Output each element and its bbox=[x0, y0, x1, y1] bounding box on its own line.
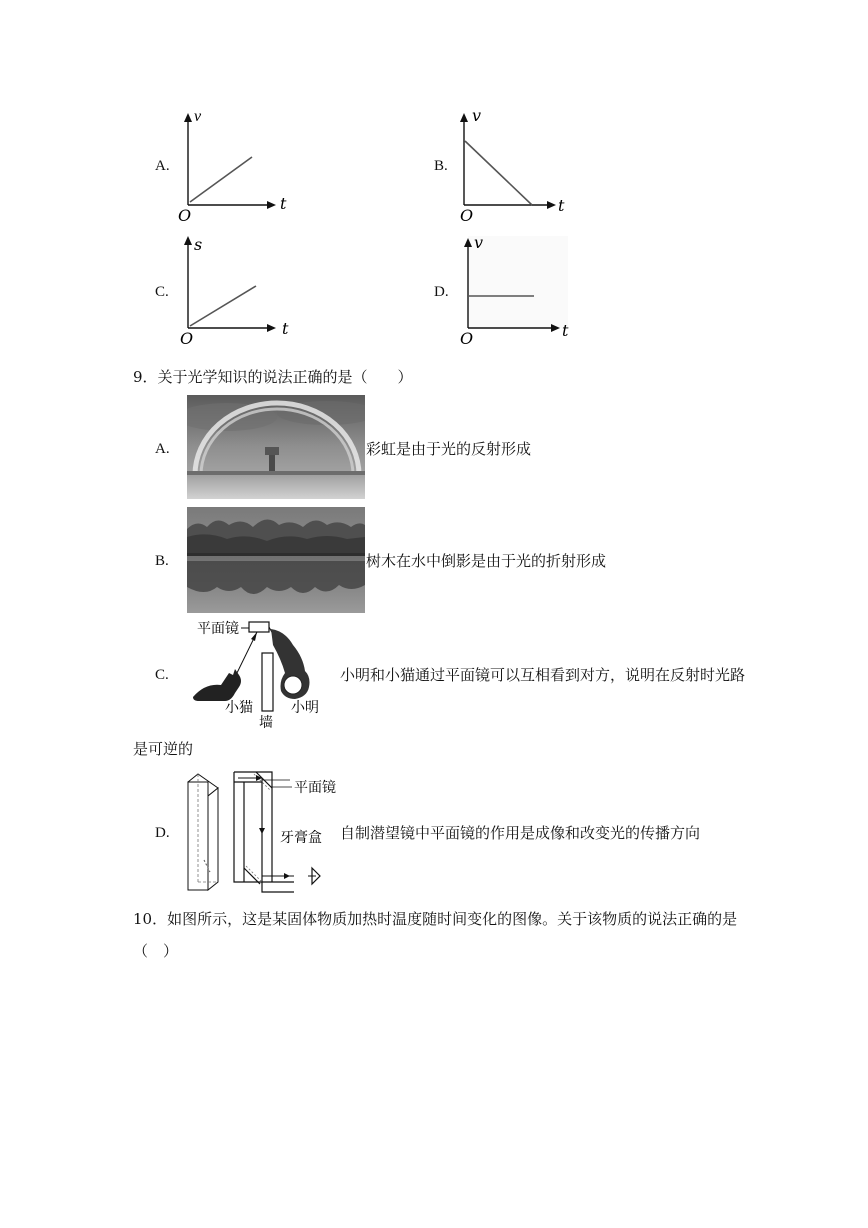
cat-label: 小猫 bbox=[225, 700, 253, 716]
rainbow-photo bbox=[187, 395, 365, 499]
graph-d-x-label: t bbox=[562, 321, 569, 340]
graph-c bbox=[170, 230, 300, 348]
graph-b-origin: O bbox=[460, 206, 474, 223]
q9-option-c-text-cont: 是可逆的 bbox=[133, 740, 194, 758]
cat-icon bbox=[193, 669, 241, 701]
graph-c-y-label: s bbox=[194, 235, 203, 254]
q9-option-a-letter: A. bbox=[155, 441, 170, 457]
mirror-label-c: 平面镜 bbox=[197, 621, 239, 637]
graph-a-y-label: v bbox=[194, 108, 202, 125]
q9-option-a-text: 彩虹是由于光的反射形成 bbox=[366, 440, 532, 458]
q9-option-c-text: 小明和小猫通过平面镜可以互相看到对方，说明在反射时光路 bbox=[340, 666, 746, 684]
q9-option-b-text: 树木在水中倒影是由于光的折射形成 bbox=[366, 552, 607, 570]
mirror-icon bbox=[249, 622, 269, 632]
graph-d-y-label: v bbox=[474, 233, 484, 252]
graph-d-origin: O bbox=[460, 329, 474, 348]
boy-label: 小明 bbox=[291, 700, 319, 716]
wall-icon bbox=[262, 653, 273, 711]
box-label: 牙膏盒 bbox=[280, 830, 322, 846]
graph-a-origin: O bbox=[178, 206, 192, 223]
q10-stem-line2: （ ） bbox=[133, 942, 179, 960]
graph-c-line bbox=[190, 286, 256, 326]
graph-a-line bbox=[190, 157, 252, 202]
graph-b-line bbox=[465, 141, 532, 205]
option-a-letter: A. bbox=[155, 158, 170, 174]
graph-b bbox=[446, 105, 576, 223]
graph-a bbox=[170, 105, 290, 223]
periscope-figure bbox=[184, 768, 344, 896]
graph-a-x-label: t bbox=[280, 194, 287, 213]
graph-b-x-label: t bbox=[558, 196, 565, 215]
q9-stem: 9．关于光学知识的说法正确的是（ ） bbox=[133, 368, 413, 386]
q9-option-d-text: 自制潜望镜中平面镜的作用是成像和改变光的传播方向 bbox=[340, 824, 701, 842]
graph-b-y-label: v bbox=[472, 106, 482, 125]
cat-boy-mirror-figure bbox=[185, 615, 335, 735]
q10-stem-line1: 10．如图所示，这是某固体物质加热时温度随时间变化的图像。关于该物质的说法正确的是 bbox=[133, 910, 738, 928]
option-c-letter: C. bbox=[155, 284, 169, 300]
wall-label: 墙 bbox=[259, 715, 273, 731]
tree-reflection-photo bbox=[187, 507, 365, 613]
graph-d bbox=[446, 230, 576, 348]
q9-option-d-letter: D. bbox=[155, 825, 170, 841]
option-b-letter: B. bbox=[434, 158, 448, 174]
graph-c-origin: O bbox=[180, 329, 194, 348]
option-d-letter: D. bbox=[434, 284, 449, 300]
q9-option-b-letter: B. bbox=[155, 553, 169, 569]
mirror-label-d: 平面镜 bbox=[294, 780, 336, 796]
graph-c-x-label: t bbox=[282, 319, 289, 338]
q9-option-c-letter: C. bbox=[155, 667, 169, 683]
